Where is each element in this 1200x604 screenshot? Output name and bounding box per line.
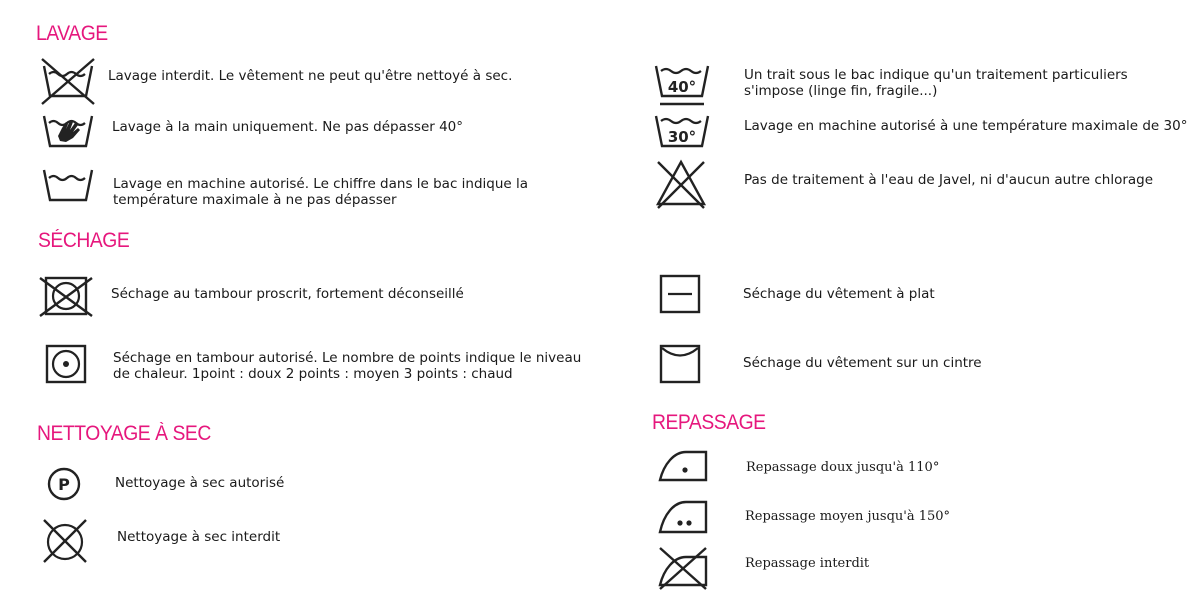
dry-clean-crossed-icon: [40, 516, 90, 564]
heading-nettoyage: NETTOYAGE À SEC: [37, 422, 211, 445]
dry-flat-icon: [658, 273, 702, 315]
lavage-text-6: Pas de traitement à l'eau de Javel, ni d'aucun autre chlorage: [744, 172, 1154, 188]
lavage-text-4: Un trait sous le bac indique qu'un traitement particuliers s'impose (linge fin, fragile...): [744, 67, 1128, 99]
tub-icon: [40, 166, 96, 204]
tub-hand-icon: [40, 110, 96, 152]
line-dry-icon: [658, 343, 702, 385]
tub-30-icon: [652, 112, 712, 152]
tumble-dry-icon: [44, 343, 88, 385]
tub-30-label: 30°: [667, 128, 697, 146]
sechage-text-2: Séchage en tambour autorisé. Le nombre de points indique le niveau de chaleur. 1point : doux 2 points : moyen 3 points : chaud: [113, 350, 582, 382]
tub-crossed-icon: [40, 56, 96, 106]
heading-repassage: REPASSAGE: [652, 411, 766, 434]
sechage-text-4: Séchage du vêtement sur un cintre: [743, 355, 982, 371]
dry-clean-p-letter: P: [58, 475, 70, 494]
dry-clean-p-icon: [46, 466, 82, 502]
lavage-text-2: Lavage à la main uniquement. Ne pas dépasser 40°: [112, 119, 464, 135]
heading-sechage: SÉCHAGE: [38, 229, 130, 252]
heading-lavage: LAVAGE: [36, 22, 108, 45]
lavage-text-3: Lavage en machine autorisé. Le chiffre dans le bac indique la température maximale à ne pas dépasser: [113, 176, 529, 208]
lavage-text-1: Lavage interdit. Le vêtement ne peut qu'être nettoyé à sec.: [108, 68, 513, 84]
sechage-text-3: Séchage du vêtement à plat: [743, 286, 935, 302]
iron-one-dot-icon: [656, 446, 710, 484]
triangle-crossed-icon: [654, 158, 708, 210]
tub-40-underlined-icon: [652, 62, 712, 108]
tumble-dry-crossed-icon: [38, 274, 94, 318]
repassage-text-1: Repassage doux jusqu'à 110°: [746, 460, 940, 475]
nettoyage-text-1: Nettoyage à sec autorisé: [115, 475, 285, 491]
nettoyage-text-2: Nettoyage à sec interdit: [117, 529, 281, 545]
repassage-text-2: Repassage moyen jusqu'à 150°: [745, 509, 951, 524]
lavage-text-5: Lavage en machine autorisé à une température maximale de 30°: [744, 118, 1188, 134]
sechage-text-1: Séchage au tambour proscrit, fortement déconseillé: [111, 286, 464, 302]
iron-crossed-icon: [656, 545, 710, 591]
tub-40-label: 40°: [667, 78, 697, 96]
iron-two-dots-icon: [656, 496, 710, 536]
repassage-text-3: Repassage interdit: [745, 556, 870, 571]
